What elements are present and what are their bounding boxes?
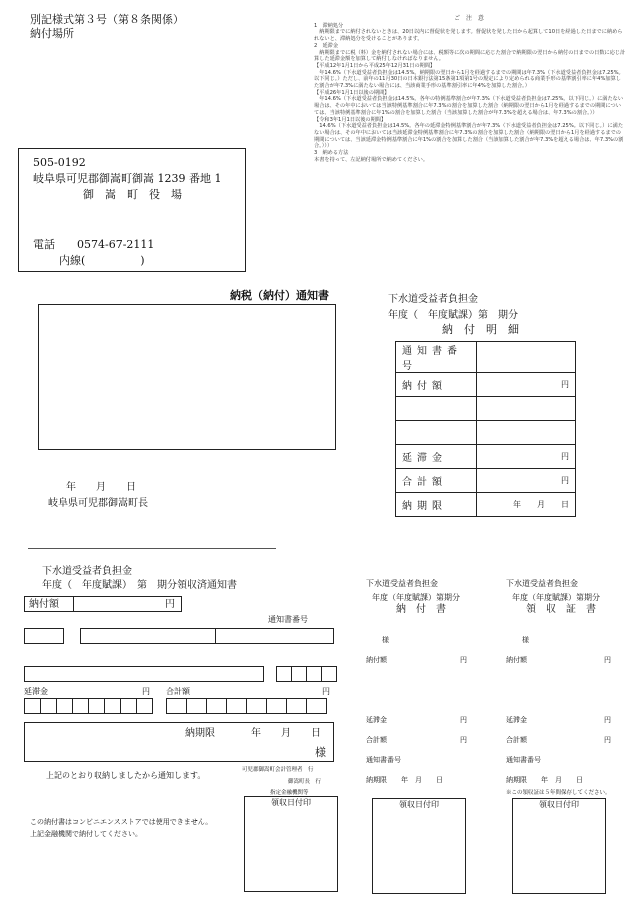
- bank-label: 指定金融機関等: [270, 790, 309, 796]
- stamp-label: 領収日付印: [271, 798, 311, 807]
- table-row: [396, 342, 576, 373]
- detail-label: 合計額: [396, 469, 477, 493]
- due-date: 年 月 日: [251, 728, 321, 739]
- detail-period: 年度（ 年度賦課）第 期分: [388, 310, 518, 321]
- office-name: 御 嵩 町 役 場: [83, 188, 182, 201]
- total-yen: 円: [322, 687, 330, 696]
- extension: 内線( ): [59, 254, 145, 267]
- total-label: 合計額: [166, 687, 190, 696]
- stamp-box: [244, 796, 338, 892]
- reported-text: 上記のとおり収納しましたから通知します。: [46, 771, 206, 780]
- form-title: 別記様式第３号（第８条関係）: [30, 13, 184, 26]
- stub2-stamp: [512, 798, 606, 894]
- address-line: 岐阜県可児郡御嵩町御嵩 1239 番地 1: [33, 172, 222, 185]
- receipt-charge: 下水道受益者負担金: [42, 566, 132, 577]
- stub2-amount-yen: 円: [604, 656, 611, 664]
- note-line: 2 延滞金: [314, 42, 339, 49]
- stub2-total: 合計額: [506, 736, 527, 744]
- amount-box: [24, 596, 182, 612]
- stub2-total-yen: 円: [604, 736, 611, 744]
- note-line: 【令和3年1月1日以後の期間】: [314, 116, 387, 123]
- note-line: 1 滞納処分: [314, 22, 344, 29]
- issuer-name: 岐阜県可児郡御嵩町長: [48, 498, 148, 509]
- late-fee-yen: 円: [142, 687, 150, 696]
- stamp-label: 領収日付印: [539, 800, 579, 809]
- detail-value: 年 月 日: [477, 493, 576, 517]
- notes-title: ご 注 意: [454, 15, 486, 22]
- notice-no-label: 通知書番号: [268, 615, 308, 624]
- notes-section: [314, 16, 626, 163]
- note-line: 【平成12年1月1日から平成25年12月31日の期間】: [314, 62, 436, 69]
- note-line: 年14.6%（下水道受益者負担金は14.5%。納期限の翌日から1月を経過するまでの期間は年7.3%（下水道受益者負担金は7.25%。以下同じ。）ただし、前年の11月30日の日本銀行法第15条第1項第1号の規定により定められる商業手形の基準割引率に年4%加算した割合が年7.3%に満たない場合には、当該商業手形の基準割引率に年4%を加算した割合。）: [314, 69, 624, 90]
- stub2-late-yen: 円: [604, 716, 611, 724]
- payment-place-label: 納付場所: [30, 27, 74, 40]
- issue-date: 年 月 日: [66, 482, 136, 493]
- table-row: [396, 445, 576, 469]
- note-line: 14.6%（下水道受益者負担金は14.5%。各年の延滞金特例基準割合が年7.3%（下水道受益者負担金は7.25%。以下同じ。）に満たない場合は、その年中においては当該延滞金特例基準割合に年7.3%の割合を加算した割合（納期限の翌日から1月を経過するまでの期間については、当該延滞金特例基準割合に年1%の割合を加算した割合（当該加算した割合が年7.3%を超える場合は、年7.3%の割合。）））: [314, 123, 624, 150]
- stub1-total: 合計額: [366, 736, 387, 744]
- stub1-late: 延滞金: [366, 716, 387, 724]
- conv-note: この納付書はコンビニエンスストアでは使用できません。: [30, 818, 213, 826]
- detail-label: 通知書番号: [396, 342, 477, 373]
- mayor: 御嵩町長 行: [288, 779, 322, 785]
- late-fee-label: 延滞金: [24, 687, 48, 696]
- detail-label: [396, 397, 477, 421]
- ocr-field: [24, 666, 264, 682]
- note-line: 3 納める方法: [314, 150, 349, 157]
- stub1-late-yen: 円: [460, 716, 467, 724]
- phone-number: 電話 0574-67-2111: [33, 238, 155, 251]
- sama: 様: [315, 746, 326, 759]
- stub1-charge: 下水道受益者負担金: [366, 579, 438, 588]
- late-fee-cells: [24, 698, 152, 714]
- note-line: 本書を持って、左記納付場所で納めてください。: [314, 156, 429, 163]
- stub1-period: 年度（年度賦課）第期分: [372, 593, 460, 602]
- stub2-keep-note: ※この領収証は５年間保存してください。: [506, 790, 611, 796]
- postal-code: 505-0192: [33, 156, 86, 169]
- stub1-sama: 様: [382, 636, 389, 644]
- detail-label: 延滞金: [396, 445, 477, 469]
- stub1-due: 納期限 年 月 日: [366, 776, 443, 784]
- detail-heading: 納 付 明 細: [442, 323, 519, 336]
- stub1-stamp: [372, 798, 466, 894]
- stub1-amount: 納付額: [366, 656, 387, 664]
- due-box: [24, 722, 334, 762]
- stamp-label: 領収日付印: [399, 800, 439, 809]
- due-label: 納期限: [185, 728, 215, 739]
- table-row: [396, 493, 576, 517]
- stub2-charge: 下水道受益者負担金: [506, 579, 578, 588]
- stub2-no: 通知書番号: [506, 756, 541, 764]
- amount-yen: 円: [165, 599, 175, 610]
- notice-title: 納税（納付）通知書: [230, 289, 329, 302]
- divider: [28, 548, 276, 549]
- detail-value: 円: [477, 445, 576, 469]
- note-line: 【平成26年1月1日以後の期間】: [314, 89, 390, 96]
- stub2-period: 年度（年度賦課）第期分: [512, 593, 600, 602]
- note-line: 納期限までに税（料）金を納付されない場合には、税額等に次の期間に応じた割合で納期限の翌日から納付の日までの日数に応じ計算した延滞金額を加算して納付しなければなりません。: [314, 49, 626, 63]
- detail-value: [477, 342, 576, 373]
- treasurer: 可児郡御嵩町会計管理者 行: [242, 767, 314, 773]
- detail-value: 円: [477, 469, 576, 493]
- table-row: [396, 421, 576, 445]
- note-line: 年14.6%（下水道受益者負担金は14.5%。各年の特例基準割合が年7.3%（下水道受益者負担金は7.25%。以下同じ。）に満たない場合は、その年中においては当該特例基準割合に年7.3%の割合を加算した割合（納期限の翌日から1月を経過するまでの期間については、当該特例基準割合に年1%の割合を加算した割合（当該加算した割合が年7.3%を超える場合は、年7.3%の割合。））: [314, 96, 624, 116]
- bank-note: 上記金融機関で納付してください。: [30, 830, 142, 838]
- total-cells: [166, 698, 326, 714]
- detail-value: [477, 421, 576, 445]
- code-field: [24, 628, 64, 644]
- detail-label: 納付額: [396, 373, 477, 397]
- table-row: [396, 373, 576, 397]
- stub1-amount-yen: 円: [460, 656, 467, 664]
- table-row: [396, 397, 576, 421]
- code-field: [80, 628, 334, 644]
- detail-charge: 下水道受益者負担金: [388, 294, 478, 305]
- notice-address-window: [38, 304, 336, 450]
- table-row: [396, 469, 576, 493]
- stub1-no: 通知書番号: [366, 756, 401, 764]
- amount-label: 納付額: [29, 599, 59, 610]
- stub1-total-yen: 円: [460, 736, 467, 744]
- detail-value: [477, 397, 576, 421]
- detail-label: [396, 421, 477, 445]
- stub2-title: 領 収 証 書: [526, 604, 596, 615]
- stub2-amount: 納付額: [506, 656, 527, 664]
- detail-value: 円: [477, 373, 576, 397]
- detail-table: [395, 341, 576, 517]
- stub2-due: 納期限 年 月 日: [506, 776, 583, 784]
- address-box: [18, 148, 246, 272]
- detail-label: 納期限: [396, 493, 477, 517]
- stub2-late: 延滞金: [506, 716, 527, 724]
- stub2-sama: 様: [522, 636, 529, 644]
- ocr-cells: [276, 666, 336, 682]
- note-line: 納期限までに納付されないときは、20日以内に督促状を発します。督促状を発した日から起算して10日を経過した日までに納められないと、滞納処分を受けることがあります。: [314, 29, 623, 43]
- stub1-title: 納 付 書: [396, 604, 446, 615]
- receipt-title: 年度（ 年度賦課） 第 期分領収済通知書: [42, 580, 237, 591]
